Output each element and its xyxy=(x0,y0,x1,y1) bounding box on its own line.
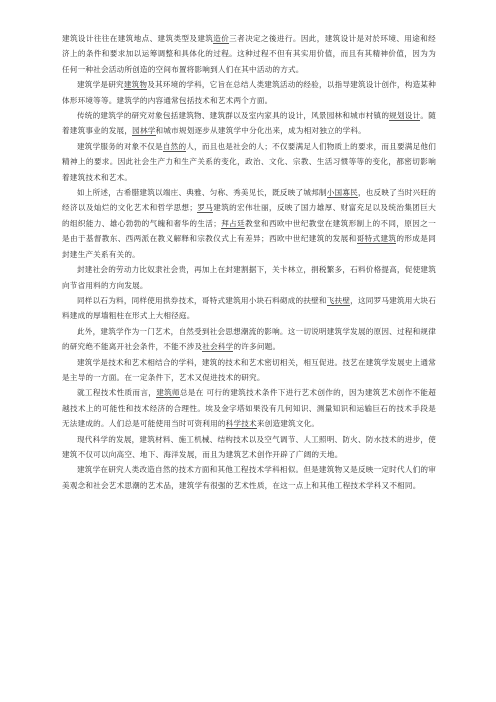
text-segment: 建筑学是技术和艺术相结合的学科，建筑的技术和艺术密切相关，相互促进。技艺在建筑学发展史上通常是主导的一方面。在一定条件下，艺术又促进技术的研究。 xyxy=(62,357,436,382)
underlined-term: 园林学 xyxy=(132,126,156,136)
underlined-term: 规划设计 xyxy=(389,111,421,121)
paragraph xyxy=(62,31,436,77)
paragraph xyxy=(62,385,436,431)
text-segment: 总是在 可行的建筑技术条件下进行艺术创作的，因为建筑艺术创作不能超越技术上的可能性和技术经济的合理性。埃及金字塔如果没有几何知识、测量知识和运输巨石的技术手段是无法建成的。人们总是可能使用当时可资利用的 xyxy=(62,388,437,429)
text-segment: 建筑学在研究人类改造自然的技术方面和其他工程技术学科相似。但是建筑物又是反映一定时代人们的审美观念和社会艺术思潮的艺术品，建筑学有很强的艺术性质，在这一点上和其他工程技术学科又不相同。 xyxy=(62,465,436,490)
paragraph xyxy=(62,262,436,293)
text-segment: 传统的建筑学的研究对象包括建筑物、建筑群以及室内家具的设计，风景园林和城市村镇的 xyxy=(77,111,390,121)
underlined-term: 小国寡民 xyxy=(326,188,358,198)
text-segment: 同样以石为料，同样使用拱券技术，哥特式建筑用小块石料砌成的扶壁和 xyxy=(77,295,327,305)
paragraph xyxy=(62,77,436,108)
text-segment: 三者决定之後进行。因此，建筑设计是对於环境、用途和经济上的条件和要求加以运筹调整和具体化的过程。这种过程不但有其实用价值，而且有其精神价值，因为为任何一种社会活动所创造的空间布置将影响到人们在其中活动的方式。 xyxy=(62,34,436,74)
text-segment: 人，而且也是社会的人；不仅要满足人们物质上的要求，而且要满足他们精神上的要求。因此社会生产力和生产关系的变化，政治、文化、宗教、生活习惯等等的变化，都密切影响着建筑技术和艺术。 xyxy=(62,141,437,182)
paragraph xyxy=(62,432,436,463)
text-segment: 的许多问题。 xyxy=(233,342,281,352)
paragraph xyxy=(62,108,436,139)
text-segment: 来创造建筑文化。 xyxy=(256,419,320,429)
text-segment: 。随着建筑事业的发展， xyxy=(62,111,436,136)
underlined-term: 自然的 xyxy=(162,141,187,151)
paragraph xyxy=(62,293,436,324)
paragraph xyxy=(62,185,436,262)
text-segment: 建筑的宏伟壮丽，反映了国力雄厚、财富充足以及统治集团巨大的组织能力、雄心勃勃的气魄和奢华的生活； xyxy=(62,203,436,228)
text-segment: 封建社会的劳动力比奴隶社会贵，再加上在封建割据下，关卡林立，捐税繁多，石料价格提高，促使建筑向节省用料的方向发展。 xyxy=(62,265,436,290)
underlined-term: 建筑物 xyxy=(123,80,148,90)
paragraph xyxy=(62,139,436,185)
text-segment: 教堂和西欧中世纪教堂在建筑形制上的不同，原因之一是由于基督教东、西两派在教义解释和宗教仪式上有差异；西欧中世纪建筑的发展和 xyxy=(62,218,436,244)
text-segment: 如上所述，古希腊建筑以端庄、典雅、匀称、秀美见长，既反映了城邦制 xyxy=(77,188,327,198)
underlined-term: 拜占廷 xyxy=(221,218,246,228)
text-segment: ，这同罗马建筑用大块石料建成的厚墙粗柱在形式上大相径庭。 xyxy=(62,295,436,321)
text-segment: 就工程技术性质而言， xyxy=(77,388,157,398)
text-segment: 建筑学是研究 xyxy=(77,80,124,90)
text-segment: ，也反映了当时兴旺的经济以及灿烂的文化艺术和哲学思想； xyxy=(62,188,436,213)
text-segment: 的形成是同封建生产关系有关的。 xyxy=(62,234,437,259)
text-segment: 现代科学的发展，建筑材料、施工机械、结构技术以及空气调节、人工照明、防火、防水技术的进步，使建筑不仅可以向高空、地下、海洋发展，而且为建筑艺术创作开辟了广阔的天地。 xyxy=(62,434,436,459)
text-segment: 此外，建筑学作为一门艺术，自然受到社会思想潮流的影响。这一切说明建筑学发展的原因、过程和规律的研究绝不能离开社会条件，不能不涉及 xyxy=(62,326,436,352)
underlined-term: 建筑师 xyxy=(156,388,180,398)
text-segment: 及其环境的学科，它旨在总结人类建筑活动的经验，以指导建筑设计创作，构造某种体形环境等等。建筑学的内容通常包括技术和艺术两个方面。 xyxy=(62,80,436,105)
underlined-term: 社会科学 xyxy=(202,342,234,352)
paragraph xyxy=(62,324,436,355)
document-page xyxy=(62,31,436,493)
text-segment: 建筑学服务的对象不仅是 xyxy=(77,141,163,151)
underlined-term: 飞扶壁 xyxy=(326,295,351,305)
underlined-term: 罗马 xyxy=(197,203,214,213)
underlined-term: 造价 xyxy=(213,34,230,43)
underlined-term: 哥特式建筑 xyxy=(356,234,397,244)
text-segment: 建筑设计往往在建筑地点、建筑类型及建筑 xyxy=(62,34,214,43)
paragraph xyxy=(62,355,436,386)
underlined-term: 科学技术 xyxy=(225,419,257,429)
paragraph xyxy=(62,462,436,493)
text-segment: 和城市规划逐步从建筑学中分化出来，成为相对独立的学科。 xyxy=(155,126,366,136)
